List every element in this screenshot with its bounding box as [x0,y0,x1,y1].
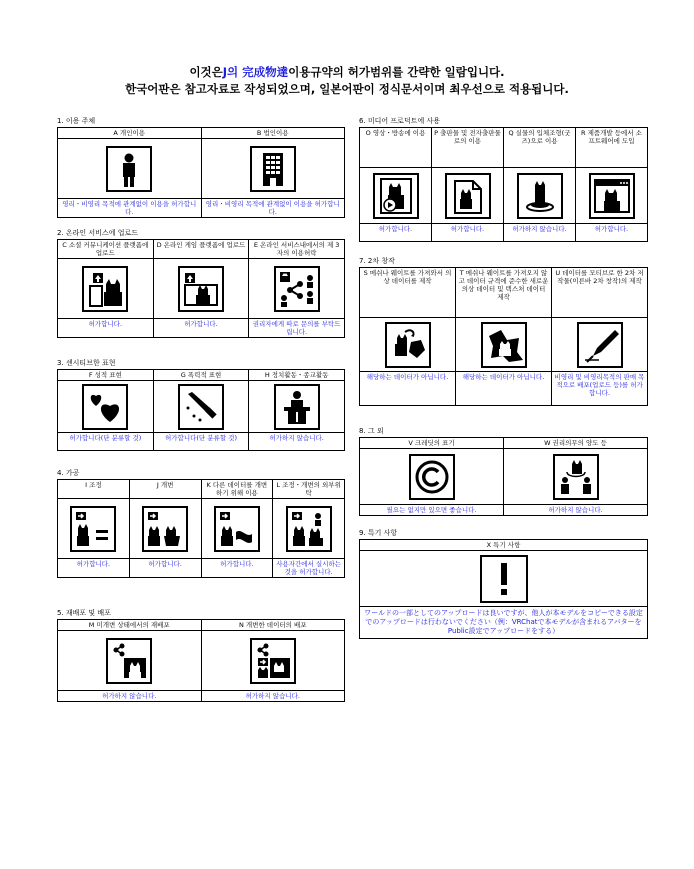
outsource-icon [286,506,332,552]
software-icon [589,173,635,219]
section-title: 5. 재배포 및 배포 [57,609,111,617]
section-special-notes [359,528,648,639]
column-label: F 성적 표현 [58,370,154,381]
publication-icon [445,173,491,219]
status-text: 허가합니다. [576,224,648,242]
section-title: 1. 이용 주체 [57,117,96,125]
column-label: G 폭력적 표현 [153,370,249,381]
column-label: Q 실물의 입체조형(굿즈)으로 이용 [504,128,576,168]
redistribute-icon [106,638,152,684]
column-label: V 크레딧의 표기 [360,438,504,449]
status-text: 허가하지 않습니다. [504,505,648,516]
column-label: A 개인이용 [58,128,202,139]
person-icon [106,146,152,192]
pen-icon [577,322,623,368]
header-line-1: 이것은J의 完成物達이용규약의 허가범위를 간략한 일람입니다. [189,65,505,79]
column-label: W 권리의무의 양도 등 [504,438,648,449]
status-text: 허가하지 않습니다. [504,224,576,242]
status-text: 허가합니다. [58,559,130,578]
status-text: 허가합니다. [360,224,432,242]
copyright-icon [409,454,455,500]
podium-icon [274,384,320,430]
texture-icon [481,322,527,368]
game-upload-icon [178,266,224,312]
status-text: 허가합니다. [201,559,273,578]
section-sensitive-expression [57,358,345,451]
status-text: 영리・비영리 목적에 관계없이 이용을 허가합니다. [201,199,345,218]
section-online-upload [57,228,345,338]
column-label: S 메쉬나 웨이트를 가져와서 의상 데이터를 제작 [360,268,456,318]
column-label: E 온라인 서비스내에서의 제 3자의 이용허락 [249,240,345,259]
column-label: X 특기 사항 [360,540,648,551]
column-label: R 제품개발 등에서 소프트웨어에 도입 [576,128,648,168]
column-label: J 개변 [129,480,201,499]
status-text: 해당하는 데이터가 아닙니다. [456,372,552,406]
status-text: 필요는 없지만 있으면 좋습니다. [360,505,504,516]
column-label: B 법인이용 [201,128,345,139]
distribute-modified-icon [250,638,296,684]
section-title: 4. 가공 [57,469,80,477]
status-text: 허가합니다. [58,319,154,338]
section-processing [57,468,345,578]
status-text: 비영리 및 비영리목적의 판매 목적으로 배포(업로드 등)를 허가합니다. [552,372,648,406]
status-text: 허가하지 않습니다. [201,691,345,702]
special-note-text: ワールドの一部としてのアップロードは良いですが、他人が本モデルをコピーできる設定でのアップロードは行わないでください（例：VRChatで本モデルが含まれるアバターをPublic設定でアップロードをする） [359,607,648,639]
column-label: T 메쉬나 웨이트를 가져오지 않고 데이터 규격에 준수한 새로운 의상 데이터 및 텍스처 데이터 제작 [456,268,552,318]
section-other [359,426,648,516]
status-text: 허가하지 않습니다. [58,691,202,702]
column-label: K 다른 데이터를 개변하기 위해 이용 [201,480,273,499]
section-title: 9. 특기 사항 [359,529,398,537]
header-line-2: 한국어판은 참고자료로 작성되었으며, 일본어판이 정식문서이며 최우선으로 적용됩니다. [125,82,569,96]
section-redistribution [57,608,345,702]
section-title: 8. 그 외 [359,427,384,435]
use-for-other-icon [214,506,260,552]
status-text: 해당하는 데이터가 아닙니다. [360,372,456,406]
column-label: U 데이터를 모티브로 한 2차 저작물(이른바 2차 창작)의 제작 [552,268,648,318]
column-label: H 정치활동・종교활동 [249,370,345,381]
transfer-icon [553,454,599,500]
video-icon [373,173,419,219]
exclamation-icon [480,555,528,603]
column-label: P 출판물 및 전자출판물로의 이용 [432,128,504,168]
section-title: 6. 미디어 프로덕트에 사용 [359,117,440,125]
hearts-icon [82,384,128,430]
status-text: 권리자에게 따로 문의를 부탁드립니다. [249,319,345,338]
section-usage-subject [57,116,345,218]
column-label: D 온라인 게임 플랫폼에 업로드 [153,240,249,259]
column-label: C 소셜 커뮤니케이션 플랫폼에 업로드 [58,240,154,259]
share-third-party-icon [274,266,320,312]
mesh-icon [385,322,431,368]
building-icon [250,146,296,192]
section-media-products [359,116,648,242]
section-derivative-works [359,256,648,406]
status-text: 허가합니다. [129,559,201,578]
status-text: 허가합니다(단 분류할 것) [153,433,249,451]
status-text: 허가합니다. [153,319,249,338]
status-text: 허가합니다(단 분류할 것) [58,433,154,451]
section-title: 7. 2차 창작 [359,257,395,265]
column-label: M 미개변 상태에서의 재배포 [58,620,202,631]
modify-icon [142,506,188,552]
column-label: L 조정・개변의 외부위탁 [273,480,345,499]
status-text: 허가합니다. [432,224,504,242]
status-text: 허가하지 않습니다. [249,433,345,451]
page-header [0,64,694,98]
column-label: O 영상・방송에 이용 [360,128,432,168]
status-text: 사용자간에서 실시하는 것을 허가합니다. [273,559,345,578]
section-title: 2. 온라인 서비스에 업로드 [57,229,138,237]
knife-icon [178,384,224,430]
section-title: 3. 센시티브한 표현 [57,359,116,367]
adjust-icon [70,506,116,552]
column-label: I 조정 [58,480,130,499]
status-text: 영리・비영리 목적에 관계없이 이용을 허가합니다. [58,199,202,218]
figure-icon [517,173,563,219]
sns-upload-icon [82,266,128,312]
column-label: N 개변한 데이터의 배포 [201,620,345,631]
